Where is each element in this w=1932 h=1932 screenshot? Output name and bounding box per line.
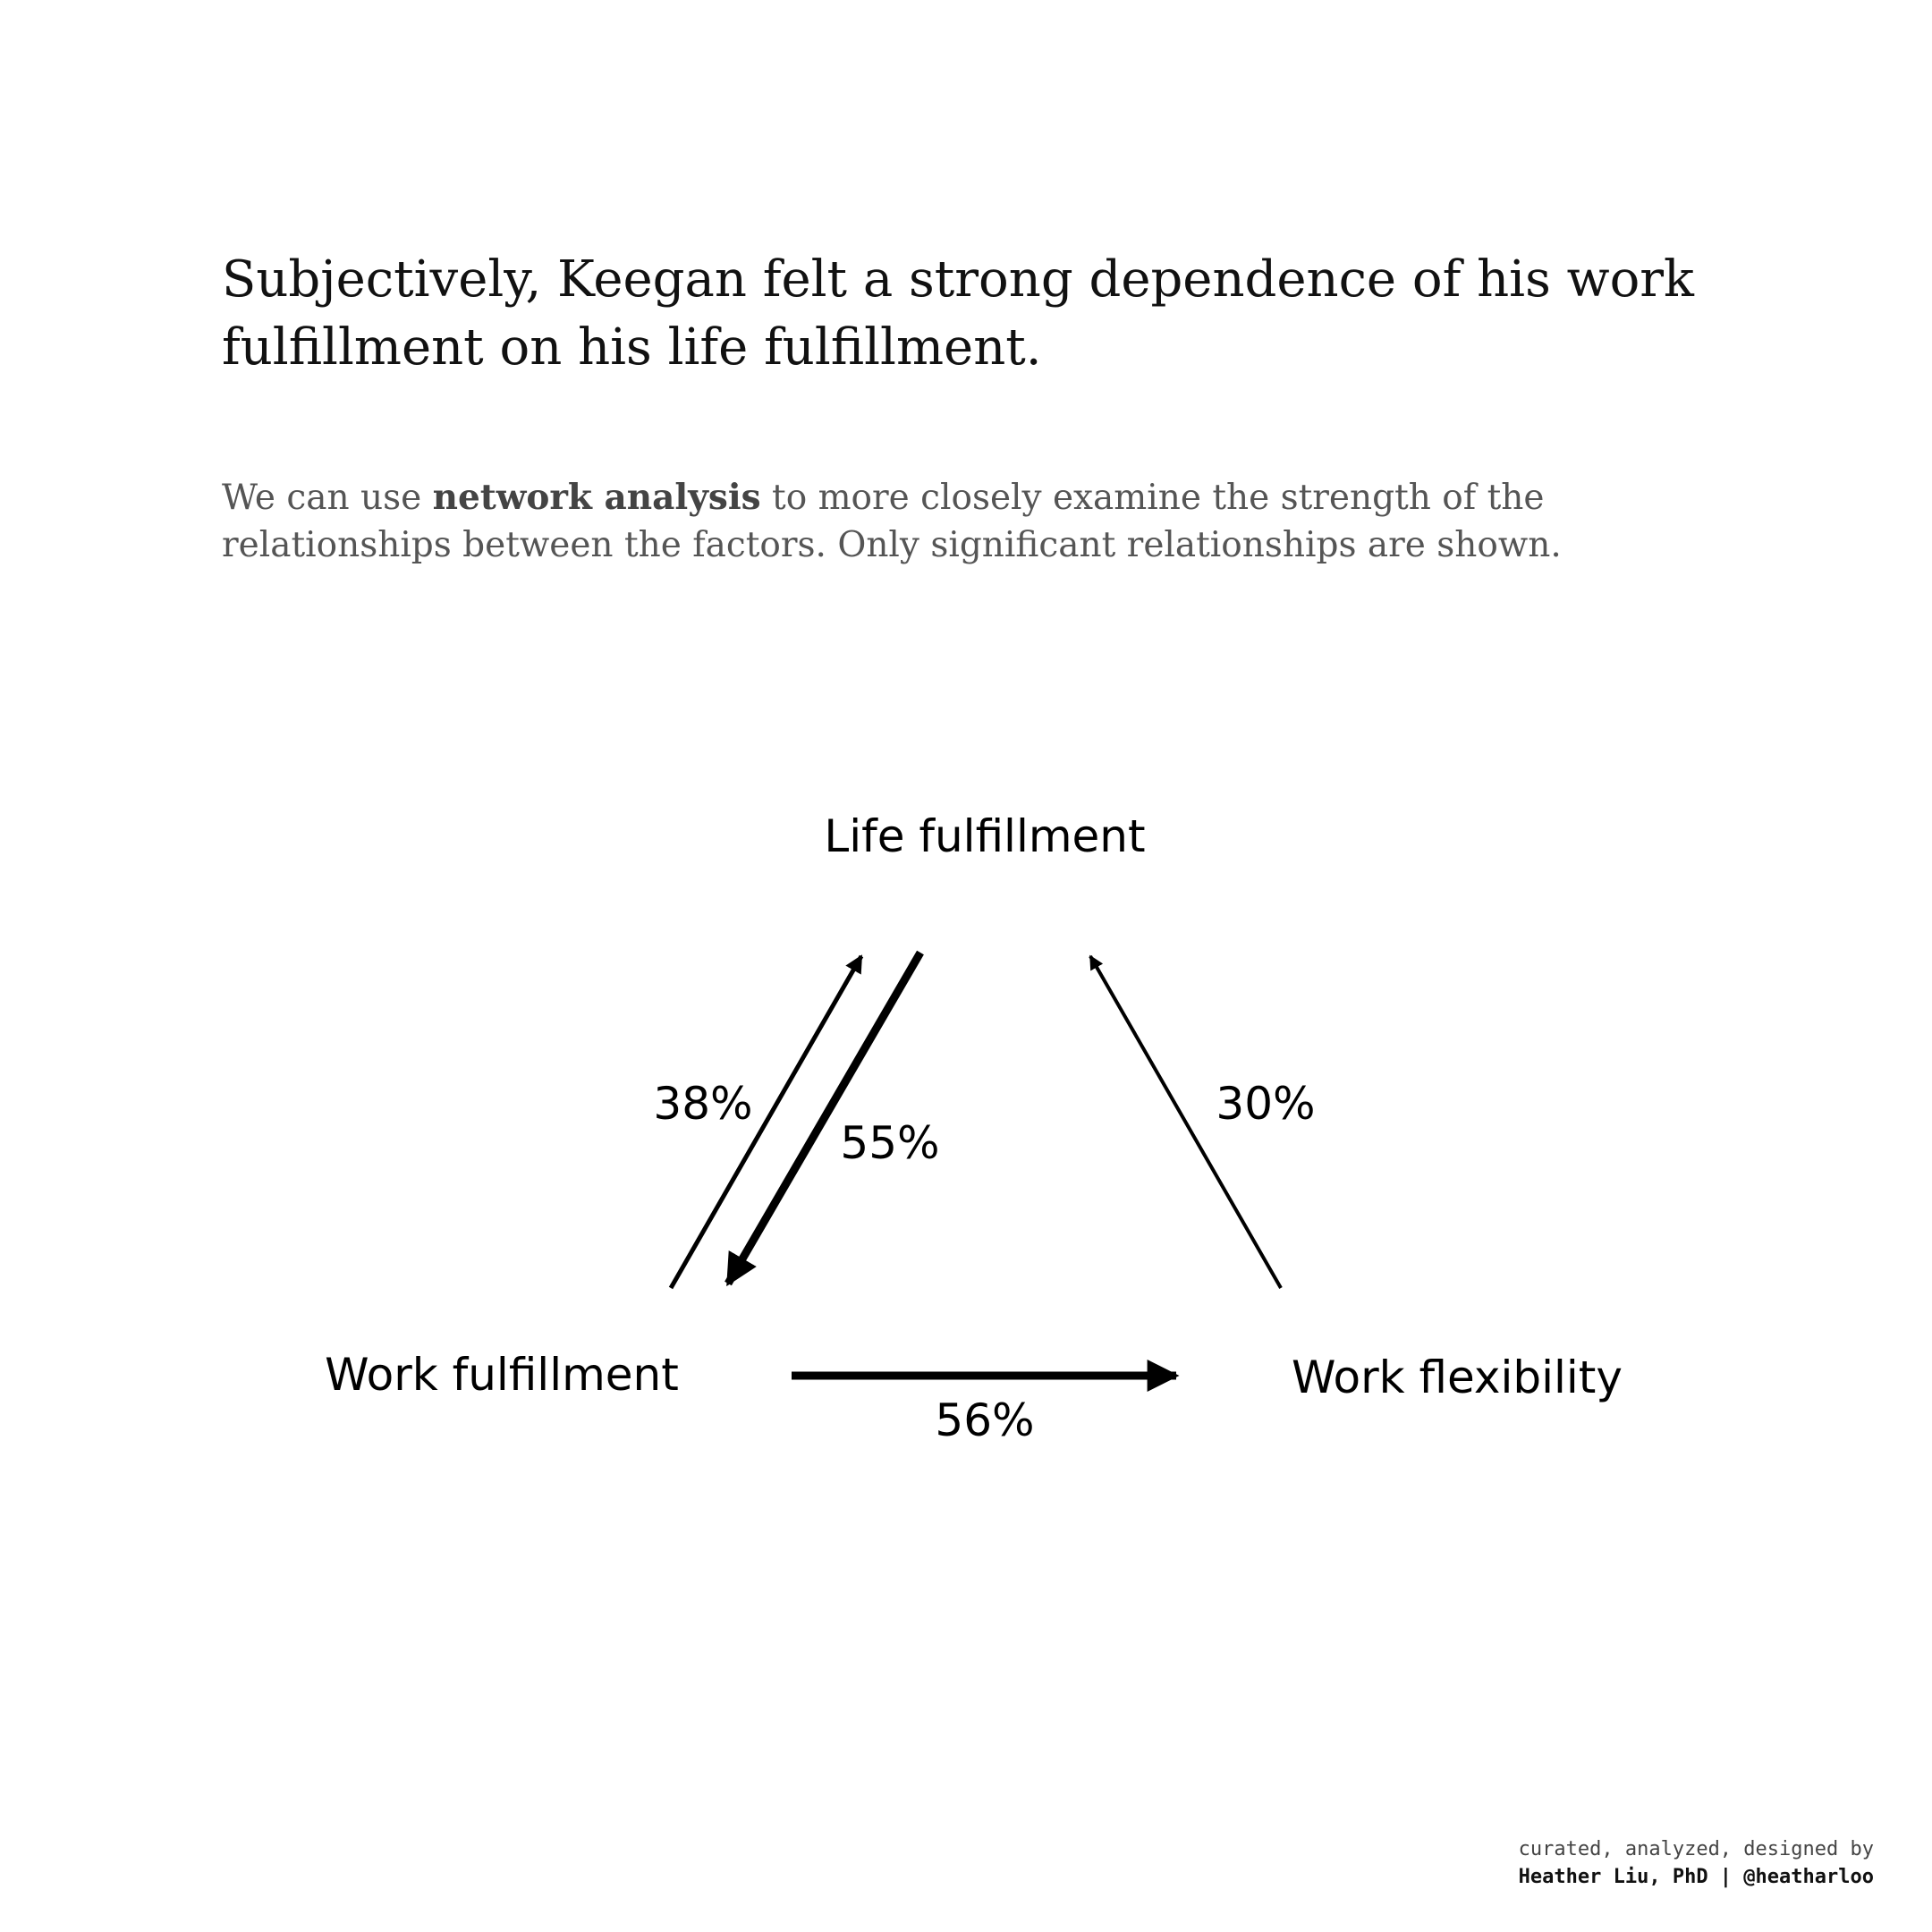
headline: Subjectively, Keegan felt a strong dependence of his work fulfillment on his life fulfillment. xyxy=(222,250,1694,377)
credit xyxy=(1519,1835,1874,1891)
edge-label-38: 38% xyxy=(653,1078,753,1130)
subtitle-bold-term: network analysis xyxy=(432,477,761,518)
node-life-fulfillment: Life fulfillment xyxy=(824,810,1146,862)
node-work-fulfillment: Work fulfillment xyxy=(325,1349,679,1401)
credit-line-1: curated, analyzed, designed by xyxy=(1518,1838,1874,1860)
edge-label-30: 30% xyxy=(1216,1078,1316,1130)
subtitle-suffix: to more closely examine the strength of the relationships between the factors. Only significant relationships are shown. xyxy=(222,478,1562,565)
credit-author: Heather Liu, PhD | @heatharloo xyxy=(1518,1866,1874,1888)
subtitle-prefix: We can use xyxy=(222,478,433,518)
edge-label-55: 55% xyxy=(840,1117,940,1169)
edge-label-56: 56% xyxy=(935,1394,1035,1446)
node-work-flexibility: Work flexibility xyxy=(1292,1352,1623,1403)
